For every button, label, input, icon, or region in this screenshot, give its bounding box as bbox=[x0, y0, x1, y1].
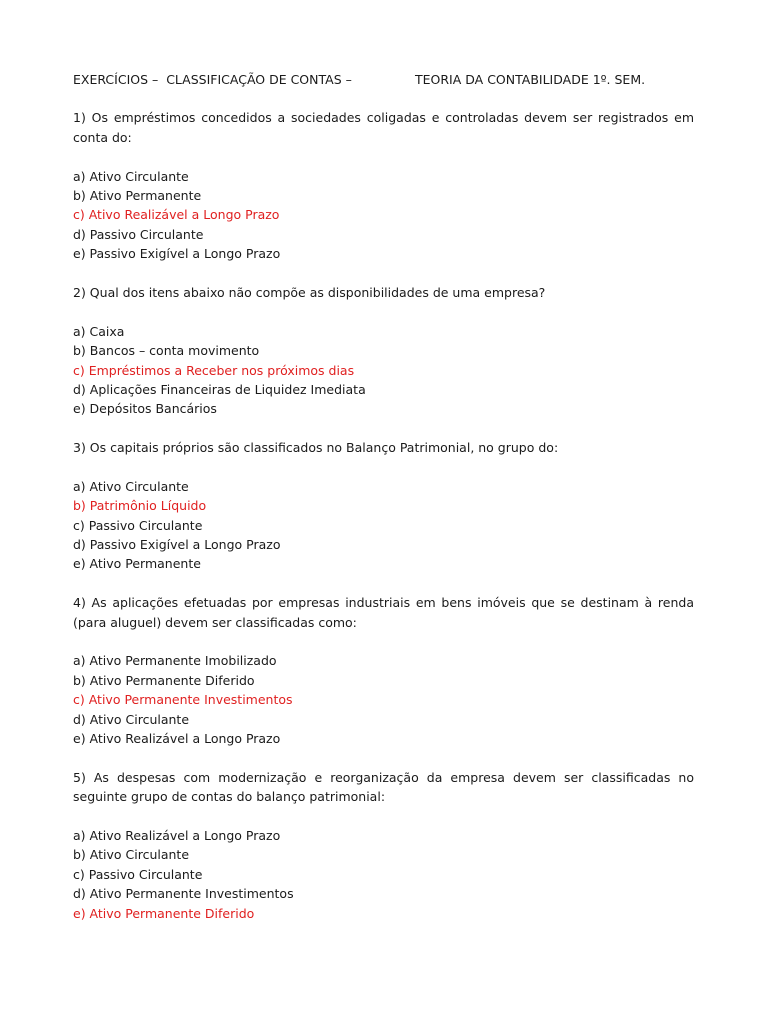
option-a: a) Ativo Permanente Imobilizado bbox=[73, 653, 277, 669]
option-a: a) Ativo Realizável a Longo Prazo bbox=[73, 827, 281, 843]
option-b: b) Ativo Permanente bbox=[73, 187, 202, 203]
question-text: 1) Os empréstimos concedidos a sociedades coligadas e controladas devem ser registrados em conta do: bbox=[73, 110, 694, 145]
option-a: a) Ativo Circulante bbox=[73, 478, 189, 494]
question-block bbox=[73, 438, 694, 574]
question-text: 4) As aplicações efetuadas por empresas industriais em bens imóveis que se destinam à renda (para aluguel) devem ser classificadas como: bbox=[73, 595, 694, 630]
question-block bbox=[73, 283, 694, 419]
document-page bbox=[73, 70, 694, 923]
question-text: 3) Os capitais próprios são classificados no Balanço Patrimonial, no grupo do: bbox=[73, 440, 559, 456]
option-e-answer: e) Ativo Permanente Diferido bbox=[73, 905, 255, 921]
header-title: EXERCÍCIOS – CLASSIFICAÇÃO DE CONTAS – bbox=[73, 72, 352, 87]
option-b: b) Bancos – conta movimento bbox=[73, 343, 260, 359]
question-text: 2) Qual dos itens abaixo não compõe as disponibilidades de uma empresa? bbox=[73, 284, 546, 300]
option-d: d) Aplicações Financeiras de Liquidez Imediata bbox=[73, 381, 366, 397]
option-d: d) Ativo Circulante bbox=[73, 711, 190, 727]
option-e: e) Passivo Exigível a Longo Prazo bbox=[73, 246, 281, 262]
option-a: a) Caixa bbox=[73, 323, 125, 339]
option-list bbox=[73, 651, 694, 748]
question-text: 5) As despesas com modernização e reorganização da empresa devem ser classificadas no seguinte grupo de contas do balanço patrimonial: bbox=[73, 769, 694, 805]
option-b: b) Ativo Circulante bbox=[73, 847, 190, 863]
question-block bbox=[73, 768, 694, 923]
option-e: e) Ativo Permanente bbox=[73, 556, 201, 572]
option-list bbox=[73, 477, 694, 574]
option-list bbox=[73, 322, 694, 419]
option-a: a) Ativo Circulante bbox=[73, 168, 189, 184]
option-c: c) Passivo Circulante bbox=[73, 866, 203, 882]
option-b-answer: b) Patrimônio Líquido bbox=[73, 498, 207, 514]
option-b: b) Ativo Permanente Diferido bbox=[73, 672, 255, 688]
option-e: e) Ativo Realizável a Longo Prazo bbox=[73, 730, 281, 746]
question-block bbox=[73, 593, 694, 748]
header-course: TEORIA DA CONTABILIDADE 1º. SEM. bbox=[415, 72, 646, 87]
option-d: d) Ativo Permanente Investimentos bbox=[73, 886, 294, 902]
option-c-answer: c) Ativo Permanente Investimentos bbox=[73, 692, 293, 708]
option-d: d) Passivo Exigível a Longo Prazo bbox=[73, 537, 281, 553]
option-c-answer: c) Ativo Realizável a Longo Prazo bbox=[73, 207, 280, 223]
option-c: c) Passivo Circulante bbox=[73, 517, 203, 533]
option-list bbox=[73, 167, 694, 264]
question-block bbox=[73, 108, 694, 263]
option-d: d) Passivo Circulante bbox=[73, 226, 204, 242]
option-e: e) Depósitos Bancários bbox=[73, 401, 217, 417]
document-header bbox=[73, 70, 694, 89]
option-list bbox=[73, 826, 694, 923]
option-c-answer: c) Empréstimos a Receber nos próximos dias bbox=[73, 362, 355, 378]
